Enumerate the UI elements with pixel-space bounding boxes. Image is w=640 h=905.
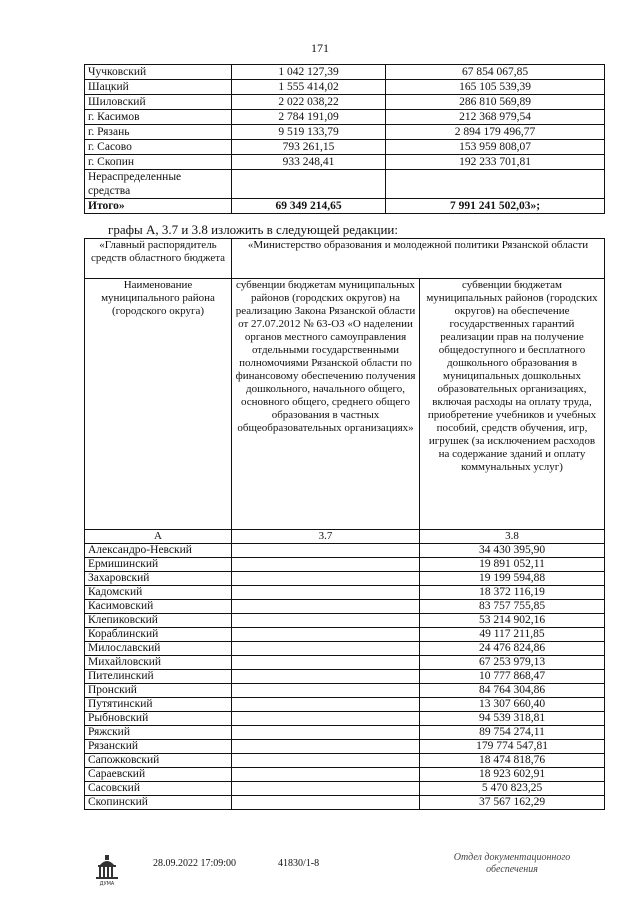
table-row: [85, 572, 605, 586]
district-name: Касимовский: [85, 600, 232, 614]
district-name: Путятинский: [85, 698, 232, 712]
value-3-7: [232, 642, 420, 656]
value-1: 1 555 414,02: [232, 80, 386, 95]
value-3-8: 67 253 979,13: [420, 656, 605, 670]
value-3-7: [232, 670, 420, 684]
header-col-3-8: субвенции бюджетам муниципальных районов (городских округов) на обеспечение государственных гарантий реализации прав на получение общедоступного и бесплатного дошкольного образования в муниципальных дошкольных образовательных организациях, включая расходы на оплату труда, приобретение учебников и учебных пособий, средств обучения, игр, игрушек (за исключением расходов на содержание зданий и оплату коммунальных услуг): [420, 279, 605, 530]
table-row: [85, 684, 605, 698]
table-row: [85, 670, 605, 684]
table-row: [85, 125, 605, 140]
value-3-7: [232, 754, 420, 768]
value-3-8: 19 199 594,88: [420, 572, 605, 586]
value-3-7: [232, 768, 420, 782]
value-3-8: 5 470 823,25: [420, 782, 605, 796]
header-col-3-7: субвенции бюджетам муниципальных районов (городских округов) на реализацию Закона Рязанской области от 27.07.2012 № 63-ОЗ «О наделении органов местного самоуправления отдельными государственными полномочиями Рязанской области по финансовому обеспечению получения дошкольного, начального общего, основного общего, среднего общего образования в частных общеобразовательных организациях»: [232, 279, 420, 530]
budget-table: [84, 238, 605, 810]
value-3-7: [232, 572, 420, 586]
value-3-7: [232, 712, 420, 726]
header-main-distributor: «Главный распорядитель средств областного бюджета: [85, 239, 232, 279]
table-row: [85, 110, 605, 125]
district-name: Захаровский: [85, 572, 232, 586]
value-3-7: [232, 656, 420, 670]
page-number: 171: [311, 41, 329, 55]
value-2: 165 105 539,39: [386, 80, 605, 95]
value-3-7: [232, 600, 420, 614]
table-row: [85, 656, 605, 670]
value-3-7: [232, 684, 420, 698]
value-3-8: 13 307 660,40: [420, 698, 605, 712]
value-2: 286 810 569,89: [386, 95, 605, 110]
total-label: Итого»: [85, 199, 232, 214]
value-3-8: 94 539 318,81: [420, 712, 605, 726]
district-name: Кадомский: [85, 586, 232, 600]
footer-doc-id: 41830/1-8: [278, 858, 320, 869]
table-row: [85, 740, 605, 754]
district-name: Ермишинский: [85, 558, 232, 572]
value-3-8: 37 567 162,29: [420, 796, 605, 810]
svg-text:ДУМА: ДУМА: [99, 881, 115, 887]
value-3-8: 89 754 274,11: [420, 726, 605, 740]
district-name: Пронский: [85, 684, 232, 698]
district-name: Сапожковский: [85, 754, 232, 768]
district-name: Михайловский: [85, 656, 232, 670]
value-3-8: 18 474 818,76: [420, 754, 605, 768]
footer-department: Отдел документационного обеспечения: [453, 852, 571, 875]
value-3-7: [232, 544, 420, 558]
table-row: [85, 726, 605, 740]
district-name: Милославский: [85, 642, 232, 656]
district-name: Рязанский: [85, 740, 232, 754]
table-row: [85, 544, 605, 558]
header-ministry: «Министерство образования и молодежной политики Рязанской области: [232, 239, 605, 279]
value-3-7: [232, 740, 420, 754]
district-name: Чучковский: [85, 65, 232, 80]
table-row: [85, 614, 605, 628]
value-2: 153 959 808,07: [386, 140, 605, 155]
district-name: г. Сасово: [85, 140, 232, 155]
instruction-text: графы А, 3.7 и 3.8 изложить в следующей редакции:: [108, 222, 398, 237]
district-name: Пителинский: [85, 670, 232, 684]
total-value-1: 69 349 214,65: [232, 199, 386, 214]
value-3-7: [232, 586, 420, 600]
table-row: [85, 712, 605, 726]
district-name: Сасовский: [85, 782, 232, 796]
continuation-table: [84, 64, 605, 214]
header-municipality: Наименование муниципального района (городского округа): [85, 279, 232, 530]
value-1: 793 261,15: [232, 140, 386, 155]
table-row: [85, 782, 605, 796]
total-value-2: 7 991 241 502,03»;: [386, 199, 605, 214]
value-3-8: 83 757 755,85: [420, 600, 605, 614]
table-row: [85, 155, 605, 170]
table-row: [85, 65, 605, 80]
value-3-7: [232, 782, 420, 796]
value-1: 2 022 038,22: [232, 95, 386, 110]
district-name: Шиловский: [85, 95, 232, 110]
table-row: [85, 586, 605, 600]
value-3-8: 53 214 902,16: [420, 614, 605, 628]
value-3-8: 84 764 304,86: [420, 684, 605, 698]
value-3-7: [232, 614, 420, 628]
value-2: 212 368 979,54: [386, 110, 605, 125]
district-name: Сараевский: [85, 768, 232, 782]
table-row: [85, 95, 605, 110]
value-3-8: 18 923 602,91: [420, 768, 605, 782]
value-3-8: 49 117 211,85: [420, 628, 605, 642]
value-3-7: [232, 726, 420, 740]
unallocated-label: Нераспределенные средства: [85, 170, 232, 199]
value-3-7: [232, 796, 420, 810]
district-name: г. Касимов: [85, 110, 232, 125]
footer-datetime: 28.09.2022 17:09:00: [153, 858, 237, 869]
value-1: 933 248,41: [232, 155, 386, 170]
district-name: Ряжский: [85, 726, 232, 740]
col-label-a: А: [85, 530, 232, 544]
value-1: 9 519 133,79: [232, 125, 386, 140]
table-row: [85, 698, 605, 712]
district-name: г. Рязань: [85, 125, 232, 140]
unallocated-row: [85, 170, 605, 199]
value-1: 1 042 127,39: [232, 65, 386, 80]
table-row: [85, 80, 605, 95]
value-3-8: 34 430 395,90: [420, 544, 605, 558]
district-name: Кораблинский: [85, 628, 232, 642]
value-3-8: 10 777 868,47: [420, 670, 605, 684]
district-name: г. Скопин: [85, 155, 232, 170]
district-name: Рыбновский: [85, 712, 232, 726]
table-row: [85, 754, 605, 768]
table-row: [85, 600, 605, 614]
table-row: [85, 558, 605, 572]
table-row: [85, 768, 605, 782]
table-row: [85, 140, 605, 155]
total-row: [85, 199, 605, 214]
district-name: Клепиковский: [85, 614, 232, 628]
value-3-7: [232, 698, 420, 712]
table-row: [85, 642, 605, 656]
value-3-8: 24 476 824,86: [420, 642, 605, 656]
footer: [0, 851, 640, 901]
district-name: Шацкий: [85, 80, 232, 95]
value-2: 2 894 179 496,77: [386, 125, 605, 140]
duma-emblem-icon: [92, 853, 122, 887]
value-3-7: [232, 628, 420, 642]
col-label-3-7: 3.7: [232, 530, 420, 544]
district-name: Скопинский: [85, 796, 232, 810]
district-name: Александро-Невский: [85, 544, 232, 558]
value-1: 2 784 191,09: [232, 110, 386, 125]
value-2: 192 233 701,81: [386, 155, 605, 170]
table-row: [85, 796, 605, 810]
table-row: [85, 628, 605, 642]
value-3-8: 19 891 052,11: [420, 558, 605, 572]
value-3-8: 18 372 116,19: [420, 586, 605, 600]
value-2: 67 854 067,85: [386, 65, 605, 80]
value-3-8: 179 774 547,81: [420, 740, 605, 754]
value-3-7: [232, 558, 420, 572]
col-label-3-8: 3.8: [420, 530, 605, 544]
